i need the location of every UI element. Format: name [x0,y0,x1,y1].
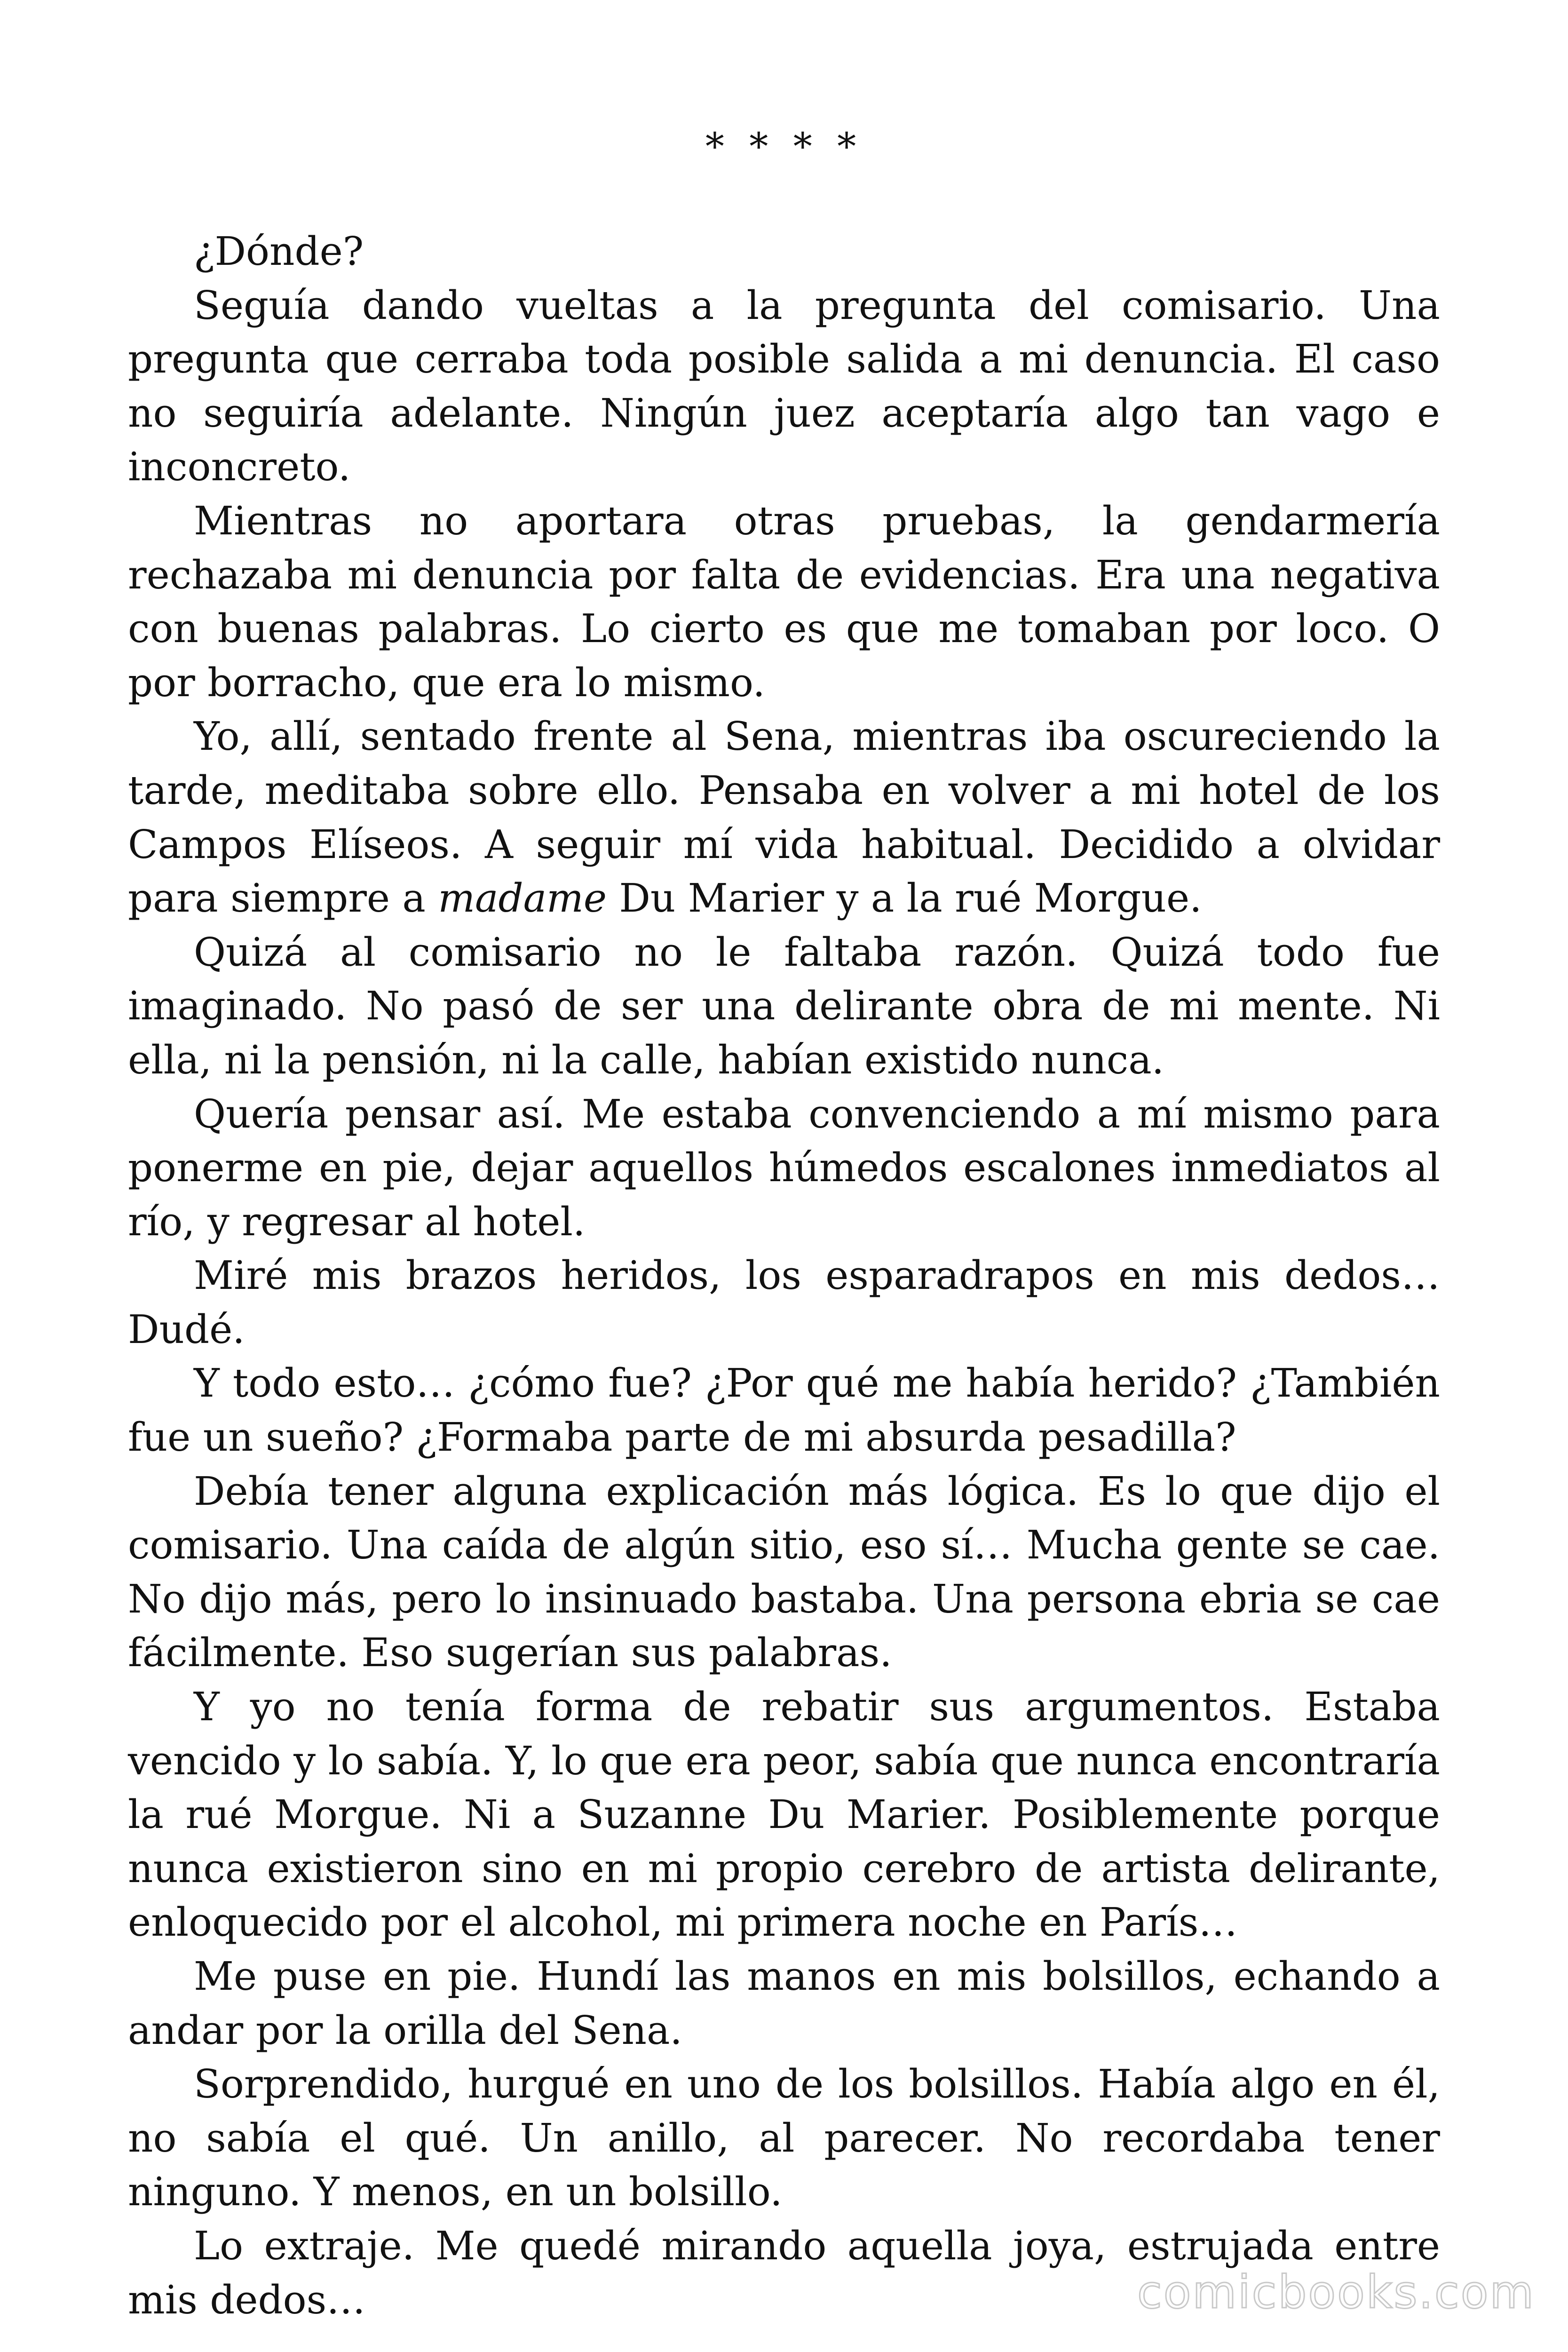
paragraph: Quizá al comisario no le faltaba razón. Quizá todo fue imaginado. No pasó de ser una delirante obra de mi mente. Ni ella, ni la pensión, ni la calle, habían existido nunca. [128,929,1440,1083]
watermark: comicbooks.com [1137,2266,1535,2319]
paragraph [128,710,1440,925]
italic-word: madame [438,875,607,922]
paragraph-text: Du Marier y a la rué Morgue. [606,875,1202,922]
paragraph: Me puse en pie. Hundí las manos en mis bolsillos, echando a andar por la orilla del Sena. [128,1954,1440,2053]
paragraph: ¿Dónde? [194,229,364,274]
paragraph: Miré mis brazos heridos, los esparadrapos en mis dedos… Dudé. [128,1253,1440,1352]
paragraph: Y todo esto… ¿cómo fue? ¿Por qué me había herido? ¿También fue un sueño? ¿Formaba parte de mi absurda pesadilla? [128,1360,1440,1461]
paragraph: Debía tener alguna explicación más lógica. Es lo que dijo el comisario. Una caída de algún sitio, eso sí… Mucha gente se cae. No dijo más, pero lo insinuado bastaba. Una persona ebria se cae fácilmente. Eso sugerían sus palabras. [128,1468,1440,1676]
section-separator: * * * * [705,125,863,168]
paragraph: Sorprendido, hurgué en uno de los bolsillos. Había algo en él, no sabía el qué. Un anillo, al parecer. No recordaba tener ninguno. Y menos, en un bolsillo. [128,2061,1440,2215]
paragraph: Lo extraje. Me quedé mirando aquella joya, estrujada entre mis dedos… [128,2223,1440,2323]
body-text [128,225,1440,2327]
paragraph: Seguía dando vueltas a la pregunta del comisario. Una pregunta que cerraba toda posible salida a mi denuncia. El caso no seguiría adelante. Ningún juez aceptaría algo tan vago e inconcreto. [128,282,1440,490]
paragraph-text: Yo, allí, sentado frente al Sena, mientras iba oscureciendo la tarde, meditaba sobre ello. Pensaba en volver a mi hotel de los Campos Elíseos. A seguir mí vida habitual. Decidido a olvidar para siempre a [128,714,1440,922]
paragraph: Y yo no tenía forma de rebatir sus argumentos. Estaba vencido y lo sabía. Y, lo que era peor, sabía que nunca encontraría la rué Morgue. Ni a Suzanne Du Marier. Posiblemente porque nunca existieron sino en mi propio cerebro de artista delirante, enloquecido por el alcohol, mi primera noche en París… [128,1684,1440,1946]
paragraph: Quería pensar así. Me estaba convenciendo a mí mismo para ponerme en pie, dejar aquellos húmedos escalones inmediatos al río, y regresar al hotel. [128,1091,1440,1245]
paragraph: Mientras no aportara otras pruebas, la gendarmería rechazaba mi denuncia por falta de evidencias. Era una negativa con buenas palabras. Lo cierto es que me tomaban por loco. O por borracho, que era lo mismo. [128,498,1440,706]
